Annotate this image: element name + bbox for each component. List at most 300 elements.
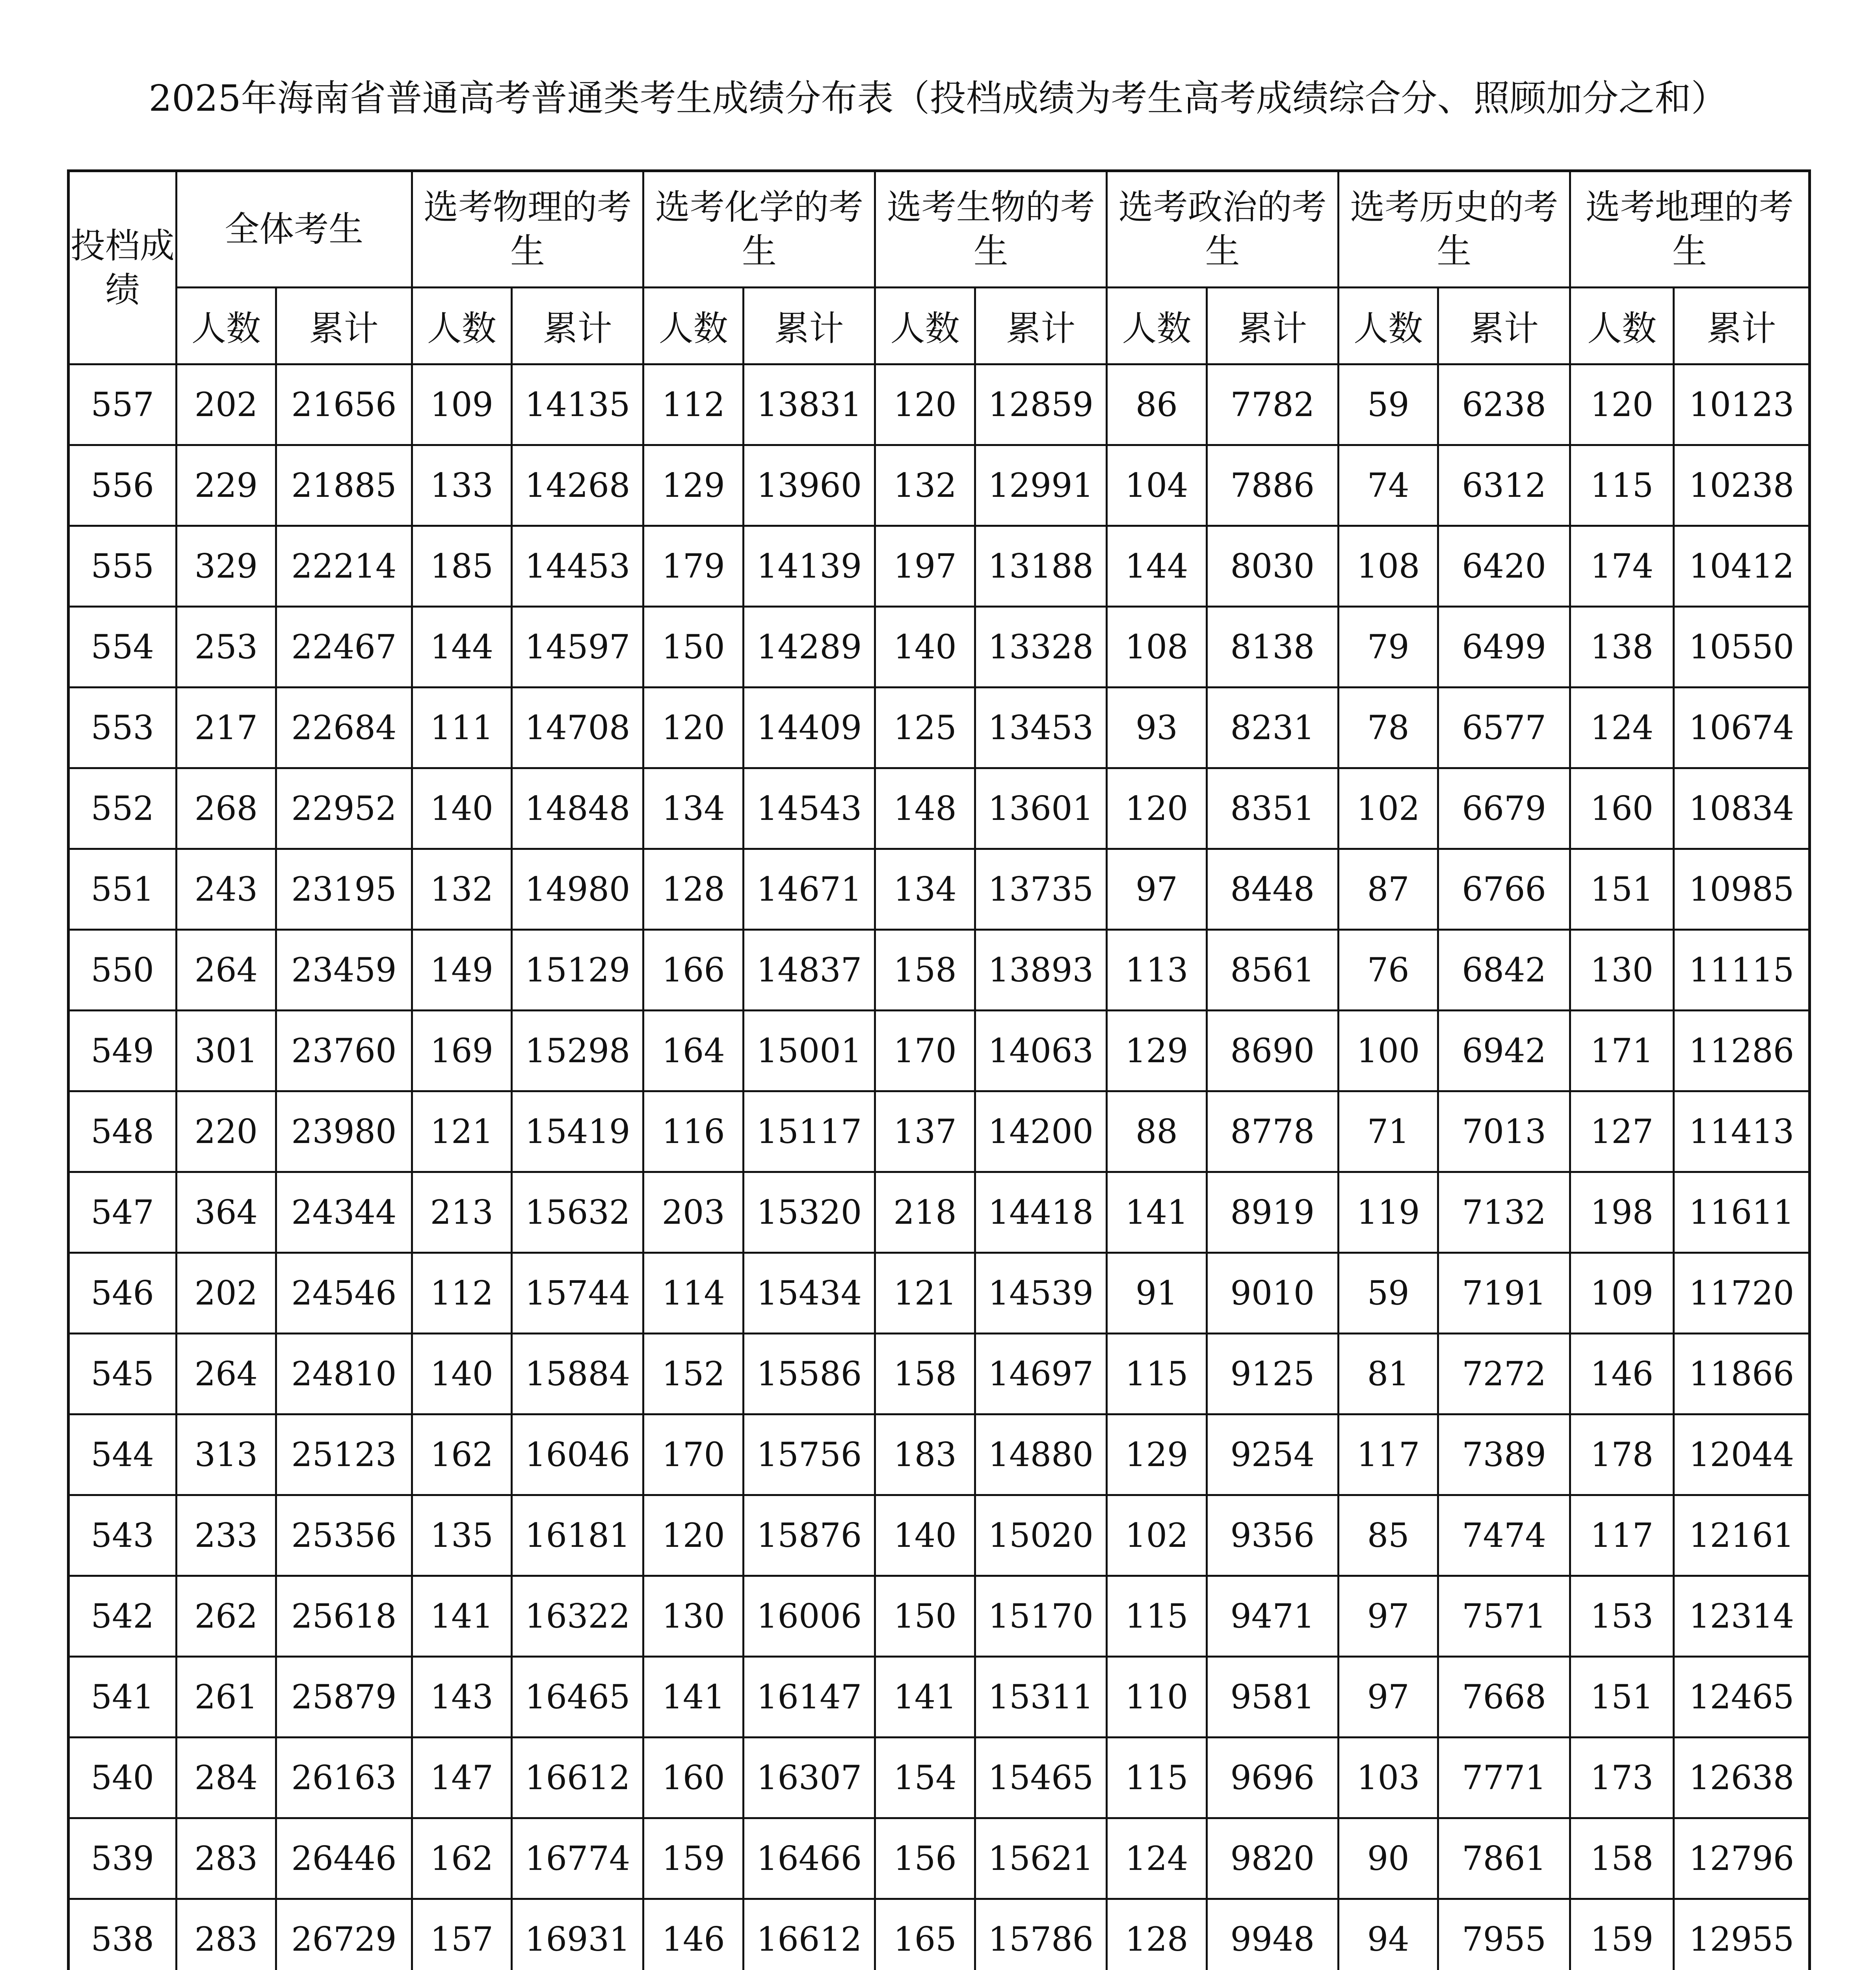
count-cell: 85 [1338, 1495, 1438, 1576]
cumulative-cell: 15586 [743, 1334, 875, 1414]
cumulative-cell: 14848 [511, 768, 643, 849]
cumulative-cell: 15465 [975, 1738, 1106, 1818]
cumulative-cell: 6577 [1438, 688, 1570, 768]
group-header-history: 选考历史的考生 [1338, 171, 1570, 288]
score-cell: 538 [69, 1899, 177, 1970]
cumulative-cell: 11611 [1674, 1172, 1810, 1253]
cumulative-cell: 9820 [1207, 1818, 1338, 1899]
cumulative-cell: 10674 [1674, 688, 1810, 768]
cumulative-cell: 15884 [511, 1334, 643, 1414]
count-cell: 149 [412, 930, 511, 1011]
count-cell: 134 [643, 768, 743, 849]
count-cell: 158 [875, 1334, 975, 1414]
cumulative-cell: 12859 [975, 364, 1106, 445]
count-cell: 170 [875, 1011, 975, 1091]
count-cell: 213 [412, 1172, 511, 1253]
count-cell: 120 [875, 364, 975, 445]
count-cell: 87 [1338, 849, 1438, 930]
cumulative-cell: 16931 [511, 1899, 643, 1970]
cumulative-cell: 7191 [1438, 1253, 1570, 1334]
cumulative-cell: 8919 [1207, 1172, 1338, 1253]
count-cell: 132 [875, 445, 975, 526]
table-row [69, 930, 1810, 1011]
count-cell: 171 [1570, 1011, 1674, 1091]
cumulative-cell: 14268 [511, 445, 643, 526]
table-row [69, 688, 1810, 768]
subheader-cumulative: 累计 [1207, 288, 1338, 364]
cumulative-cell: 15876 [743, 1495, 875, 1576]
count-cell: 135 [412, 1495, 511, 1576]
cumulative-cell: 11720 [1674, 1253, 1810, 1334]
score-cell: 545 [69, 1334, 177, 1414]
cumulative-cell: 15117 [743, 1091, 875, 1172]
cumulative-cell: 12314 [1674, 1576, 1810, 1657]
count-cell: 140 [412, 1334, 511, 1414]
count-cell: 115 [1107, 1738, 1207, 1818]
table-row [69, 849, 1810, 930]
count-cell: 162 [412, 1414, 511, 1495]
cumulative-cell: 10834 [1674, 768, 1810, 849]
score-cell: 541 [69, 1657, 177, 1738]
cumulative-cell: 25879 [276, 1657, 412, 1738]
cumulative-cell: 25356 [276, 1495, 412, 1576]
cumulative-cell: 13188 [975, 526, 1106, 607]
count-cell: 100 [1338, 1011, 1438, 1091]
count-cell: 143 [412, 1657, 511, 1738]
score-cell: 548 [69, 1091, 177, 1172]
count-cell: 158 [1570, 1818, 1674, 1899]
cumulative-cell: 8690 [1207, 1011, 1338, 1091]
count-cell: 115 [1107, 1334, 1207, 1414]
count-cell: 88 [1107, 1091, 1207, 1172]
subheader-count: 人数 [1338, 288, 1438, 364]
cumulative-cell: 14409 [743, 688, 875, 768]
cumulative-cell: 16612 [743, 1899, 875, 1970]
cumulative-cell: 16774 [511, 1818, 643, 1899]
cumulative-cell: 7668 [1438, 1657, 1570, 1738]
count-cell: 112 [643, 364, 743, 445]
count-cell: 160 [643, 1738, 743, 1818]
cumulative-cell: 21656 [276, 364, 412, 445]
count-cell: 264 [176, 1334, 276, 1414]
group-header-geography: 选考地理的考生 [1570, 171, 1809, 288]
cumulative-cell: 7132 [1438, 1172, 1570, 1253]
count-cell: 202 [176, 364, 276, 445]
count-cell: 124 [1107, 1818, 1207, 1899]
count-cell: 78 [1338, 688, 1438, 768]
cumulative-cell: 6942 [1438, 1011, 1570, 1091]
score-cell: 547 [69, 1172, 177, 1253]
count-cell: 109 [412, 364, 511, 445]
score-cell: 555 [69, 526, 177, 607]
cumulative-cell: 16046 [511, 1414, 643, 1495]
cumulative-cell: 8778 [1207, 1091, 1338, 1172]
cumulative-cell: 12465 [1674, 1657, 1810, 1738]
score-cell: 540 [69, 1738, 177, 1818]
cumulative-cell: 15001 [743, 1011, 875, 1091]
table-row [69, 1011, 1810, 1091]
count-cell: 102 [1107, 1495, 1207, 1576]
count-cell: 202 [176, 1253, 276, 1334]
cumulative-cell: 9471 [1207, 1576, 1338, 1657]
table-row [69, 1576, 1810, 1657]
count-cell: 164 [643, 1011, 743, 1091]
count-cell: 152 [643, 1334, 743, 1414]
count-cell: 183 [875, 1414, 975, 1495]
subheader-cumulative: 累计 [1674, 288, 1810, 364]
count-cell: 121 [875, 1253, 975, 1334]
subheader-cumulative: 累计 [276, 288, 412, 364]
count-cell: 151 [1570, 1657, 1674, 1738]
cumulative-cell: 11115 [1674, 930, 1810, 1011]
cumulative-cell: 14139 [743, 526, 875, 607]
cumulative-cell: 6499 [1438, 607, 1570, 688]
count-cell: 283 [176, 1899, 276, 1970]
cumulative-cell: 16466 [743, 1818, 875, 1899]
cumulative-cell: 24344 [276, 1172, 412, 1253]
table-row [69, 1414, 1810, 1495]
count-cell: 74 [1338, 445, 1438, 526]
cumulative-cell: 14063 [975, 1011, 1106, 1091]
count-cell: 108 [1107, 607, 1207, 688]
cumulative-cell: 7771 [1438, 1738, 1570, 1818]
group-header-physics: 选考物理的考生 [412, 171, 643, 288]
cumulative-cell: 11866 [1674, 1334, 1810, 1414]
cumulative-cell: 7571 [1438, 1576, 1570, 1657]
cumulative-cell: 13831 [743, 364, 875, 445]
cumulative-cell: 6312 [1438, 445, 1570, 526]
cumulative-cell: 26729 [276, 1899, 412, 1970]
count-cell: 124 [1570, 688, 1674, 768]
table-row [69, 1253, 1810, 1334]
group-header-politics: 选考政治的考生 [1107, 171, 1339, 288]
cumulative-cell: 6238 [1438, 364, 1570, 445]
cumulative-cell: 9356 [1207, 1495, 1338, 1576]
count-cell: 144 [1107, 526, 1207, 607]
count-cell: 121 [412, 1091, 511, 1172]
cumulative-cell: 26163 [276, 1738, 412, 1818]
subheader-count: 人数 [1107, 288, 1207, 364]
cumulative-cell: 14697 [975, 1334, 1106, 1414]
count-cell: 173 [1570, 1738, 1674, 1818]
count-cell: 93 [1107, 688, 1207, 768]
cumulative-cell: 25123 [276, 1414, 412, 1495]
count-cell: 115 [1107, 1576, 1207, 1657]
cumulative-cell: 7389 [1438, 1414, 1570, 1495]
cumulative-cell: 25618 [276, 1576, 412, 1657]
count-cell: 129 [1107, 1011, 1207, 1091]
count-cell: 198 [1570, 1172, 1674, 1253]
count-cell: 125 [875, 688, 975, 768]
cumulative-cell: 6679 [1438, 768, 1570, 849]
count-cell: 243 [176, 849, 276, 930]
count-cell: 120 [643, 1495, 743, 1576]
count-cell: 262 [176, 1576, 276, 1657]
cumulative-cell: 23760 [276, 1011, 412, 1091]
cumulative-cell: 9696 [1207, 1738, 1338, 1818]
count-cell: 329 [176, 526, 276, 607]
group-header-biology: 选考生物的考生 [875, 171, 1107, 288]
count-cell: 150 [643, 607, 743, 688]
cumulative-cell: 14135 [511, 364, 643, 445]
count-cell: 115 [1570, 445, 1674, 526]
count-cell: 144 [412, 607, 511, 688]
cumulative-cell: 14837 [743, 930, 875, 1011]
cumulative-cell: 15129 [511, 930, 643, 1011]
count-cell: 97 [1107, 849, 1207, 930]
count-cell: 59 [1338, 364, 1438, 445]
count-cell: 130 [1570, 930, 1674, 1011]
count-cell: 166 [643, 930, 743, 1011]
subheader-row [69, 288, 1810, 364]
cumulative-cell: 15419 [511, 1091, 643, 1172]
count-cell: 128 [643, 849, 743, 930]
cumulative-cell: 8231 [1207, 688, 1338, 768]
cumulative-cell: 13893 [975, 930, 1106, 1011]
subheader-cumulative: 累计 [1438, 288, 1570, 364]
cumulative-cell: 14418 [975, 1172, 1106, 1253]
count-cell: 170 [643, 1414, 743, 1495]
count-cell: 109 [1570, 1253, 1674, 1334]
table-row [69, 1657, 1810, 1738]
count-cell: 127 [1570, 1091, 1674, 1172]
cumulative-cell: 22214 [276, 526, 412, 607]
count-cell: 119 [1338, 1172, 1438, 1253]
cumulative-cell: 14708 [511, 688, 643, 768]
score-cell: 543 [69, 1495, 177, 1576]
cumulative-cell: 12991 [975, 445, 1106, 526]
count-cell: 253 [176, 607, 276, 688]
cumulative-cell: 24810 [276, 1334, 412, 1414]
subheader-count: 人数 [412, 288, 511, 364]
cumulative-cell: 15621 [975, 1818, 1106, 1899]
count-cell: 117 [1570, 1495, 1674, 1576]
count-cell: 104 [1107, 445, 1207, 526]
cumulative-cell: 6420 [1438, 526, 1570, 607]
cumulative-cell: 9948 [1207, 1899, 1338, 1970]
count-cell: 138 [1570, 607, 1674, 688]
cumulative-cell: 16465 [511, 1657, 643, 1738]
count-cell: 148 [875, 768, 975, 849]
count-cell: 301 [176, 1011, 276, 1091]
count-cell: 178 [1570, 1414, 1674, 1495]
count-cell: 153 [1570, 1576, 1674, 1657]
count-cell: 94 [1338, 1899, 1438, 1970]
cumulative-cell: 15020 [975, 1495, 1106, 1576]
cumulative-cell: 26446 [276, 1818, 412, 1899]
page-title: 2025年海南省普通高考普通类考生成绩分布表（投档成绩为考生高考成绩综合分、照顾加分之和） [149, 77, 1727, 119]
count-cell: 111 [412, 688, 511, 768]
cumulative-cell: 14453 [511, 526, 643, 607]
group-header-chemistry: 选考化学的考生 [643, 171, 875, 288]
cumulative-cell: 16307 [743, 1738, 875, 1818]
score-cell: 549 [69, 1011, 177, 1091]
table-row [69, 1495, 1810, 1576]
cumulative-cell: 12638 [1674, 1738, 1810, 1818]
count-cell: 146 [643, 1899, 743, 1970]
count-cell: 134 [875, 849, 975, 930]
table-row [69, 526, 1810, 607]
count-cell: 284 [176, 1738, 276, 1818]
count-cell: 103 [1338, 1738, 1438, 1818]
subheader-count: 人数 [875, 288, 975, 364]
subheader-count: 人数 [1570, 288, 1674, 364]
cumulative-cell: 8561 [1207, 930, 1338, 1011]
cumulative-cell: 12044 [1674, 1414, 1810, 1495]
score-cell: 546 [69, 1253, 177, 1334]
cumulative-cell: 15756 [743, 1414, 875, 1495]
count-cell: 76 [1338, 930, 1438, 1011]
count-cell: 117 [1338, 1414, 1438, 1495]
cumulative-cell: 10985 [1674, 849, 1810, 930]
cumulative-cell: 10238 [1674, 445, 1810, 526]
cumulative-cell: 7782 [1207, 364, 1338, 445]
score-cell: 556 [69, 445, 177, 526]
count-cell: 169 [412, 1011, 511, 1091]
count-cell: 128 [1107, 1899, 1207, 1970]
cumulative-cell: 15744 [511, 1253, 643, 1334]
cumulative-cell: 6766 [1438, 849, 1570, 930]
cumulative-cell: 12161 [1674, 1495, 1810, 1576]
table-body [69, 364, 1810, 1970]
subheader-cumulative: 累计 [743, 288, 875, 364]
cumulative-cell: 15434 [743, 1253, 875, 1334]
count-cell: 108 [1338, 526, 1438, 607]
count-cell: 130 [643, 1576, 743, 1657]
cumulative-cell: 14671 [743, 849, 875, 930]
count-cell: 233 [176, 1495, 276, 1576]
cumulative-cell: 9254 [1207, 1414, 1338, 1495]
count-cell: 102 [1338, 768, 1438, 849]
cumulative-cell: 9125 [1207, 1334, 1338, 1414]
count-cell: 112 [412, 1253, 511, 1334]
count-cell: 113 [1107, 930, 1207, 1011]
cumulative-cell: 13601 [975, 768, 1106, 849]
count-cell: 97 [1338, 1657, 1438, 1738]
count-cell: 268 [176, 768, 276, 849]
cumulative-cell: 14880 [975, 1414, 1106, 1495]
count-cell: 114 [643, 1253, 743, 1334]
cumulative-cell: 6842 [1438, 930, 1570, 1011]
score-cell: 557 [69, 364, 177, 445]
count-cell: 217 [176, 688, 276, 768]
cumulative-cell: 14289 [743, 607, 875, 688]
cumulative-cell: 9581 [1207, 1657, 1338, 1738]
cumulative-cell: 7886 [1207, 445, 1338, 526]
count-cell: 141 [412, 1576, 511, 1657]
count-cell: 132 [412, 849, 511, 930]
count-cell: 157 [412, 1899, 511, 1970]
cumulative-cell: 7272 [1438, 1334, 1570, 1414]
cumulative-cell: 15170 [975, 1576, 1106, 1657]
count-cell: 120 [1570, 364, 1674, 445]
subheader-cumulative: 累计 [975, 288, 1106, 364]
count-cell: 261 [176, 1657, 276, 1738]
cumulative-cell: 14980 [511, 849, 643, 930]
cumulative-cell: 11413 [1674, 1091, 1810, 1172]
table-row [69, 768, 1810, 849]
count-cell: 90 [1338, 1818, 1438, 1899]
count-cell: 120 [1107, 768, 1207, 849]
cumulative-cell: 16147 [743, 1657, 875, 1738]
cumulative-cell: 23195 [276, 849, 412, 930]
count-cell: 86 [1107, 364, 1207, 445]
score-distribution-table [67, 169, 1811, 1970]
score-cell: 551 [69, 849, 177, 930]
count-cell: 197 [875, 526, 975, 607]
count-cell: 159 [643, 1818, 743, 1899]
cumulative-cell: 23459 [276, 930, 412, 1011]
count-cell: 81 [1338, 1334, 1438, 1414]
count-cell: 364 [176, 1172, 276, 1253]
cumulative-cell: 24546 [276, 1253, 412, 1334]
table-row [69, 1334, 1810, 1414]
table-row [69, 1738, 1810, 1818]
count-cell: 140 [412, 768, 511, 849]
cumulative-cell: 16322 [511, 1576, 643, 1657]
cumulative-cell: 13735 [975, 849, 1106, 930]
count-cell: 158 [875, 930, 975, 1011]
table-row [69, 1899, 1810, 1970]
cumulative-cell: 11286 [1674, 1011, 1810, 1091]
table-row [69, 445, 1810, 526]
cumulative-cell: 22467 [276, 607, 412, 688]
score-distribution-table-container [67, 169, 1811, 1970]
cumulative-cell: 8351 [1207, 768, 1338, 849]
count-cell: 229 [176, 445, 276, 526]
cumulative-cell: 7474 [1438, 1495, 1570, 1576]
score-header: 投档成绩 [69, 171, 177, 364]
cumulative-cell: 16612 [511, 1738, 643, 1818]
cumulative-cell: 13328 [975, 607, 1106, 688]
group-header-all: 全体考生 [176, 171, 412, 288]
score-cell: 550 [69, 930, 177, 1011]
cumulative-cell: 12955 [1674, 1899, 1810, 1970]
cumulative-cell: 15311 [975, 1657, 1106, 1738]
count-cell: 203 [643, 1172, 743, 1253]
cumulative-cell: 15320 [743, 1172, 875, 1253]
table-row [69, 1091, 1810, 1172]
cumulative-cell: 21885 [276, 445, 412, 526]
table-row [69, 1172, 1810, 1253]
score-cell: 554 [69, 607, 177, 688]
cumulative-cell: 7861 [1438, 1818, 1570, 1899]
count-cell: 160 [1570, 768, 1674, 849]
cumulative-cell: 10412 [1674, 526, 1810, 607]
count-cell: 120 [643, 688, 743, 768]
count-cell: 165 [875, 1899, 975, 1970]
count-cell: 129 [1107, 1414, 1207, 1495]
cumulative-cell: 7955 [1438, 1899, 1570, 1970]
score-cell: 552 [69, 768, 177, 849]
cumulative-cell: 14543 [743, 768, 875, 849]
count-cell: 185 [412, 526, 511, 607]
count-cell: 79 [1338, 607, 1438, 688]
count-cell: 140 [875, 1495, 975, 1576]
count-cell: 151 [1570, 849, 1674, 930]
subheader-count: 人数 [176, 288, 276, 364]
cumulative-cell: 8138 [1207, 607, 1338, 688]
count-cell: 141 [643, 1657, 743, 1738]
cumulative-cell: 13453 [975, 688, 1106, 768]
count-cell: 137 [875, 1091, 975, 1172]
cumulative-cell: 15786 [975, 1899, 1106, 1970]
score-cell: 539 [69, 1818, 177, 1899]
cumulative-cell: 10123 [1674, 364, 1810, 445]
score-cell: 544 [69, 1414, 177, 1495]
count-cell: 141 [1107, 1172, 1207, 1253]
count-cell: 174 [1570, 526, 1674, 607]
